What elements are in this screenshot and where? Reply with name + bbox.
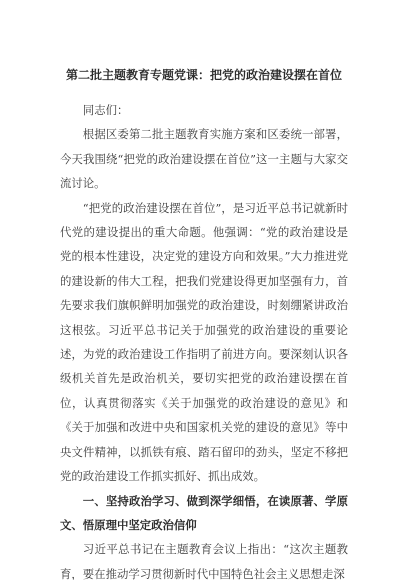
document-title: 第二批主题教育专题党课：把党的政治建设摆在首位 [65,68,342,82]
greeting: 同志们： [82,103,129,117]
paragraph-intro: 根据区委第二批主题教育实施方案和区委统一部署，今天我围绕“把党的政治建设摆在首位”这一主题与大家交流讨论。 [60,127,348,191]
paragraph-last: 习近平总书记在主题教育会议上指出：“这次主题教育，要在推动学习贯彻新时代中国特色社会主义思想走深 [60,542,348,580]
section-heading: 一、坚持政治学习、做到深学细悟，在读原著、学原文、悟原理中坚定政治信仰 [60,493,348,532]
paragraph-main: “把党的政治建设摆在首位”，是习近平总书记就新时代党的建设提出的重大命题。他强调：“党的政治建设是党的根本性建设，决定党的建设方向和效果。”大力推进党的建设新的伟大工程，把我们党建设得更加坚强有力，首先要求我们旗帜鲜明加强党的政治建设，时刻绷紧讲政治这根弦。习近平总书记关于加强党的政治建设的重要论述，为党的政治建设工作指明了前进方向。要深刻认识各级机关首先是政治机关，要切实把党的政治建设摆在首位，认真贯彻落实《关于加强党的政治建设的意见》和《关于加强和改进中央和国家机关党的建设的意见》等中央文件精神，以抓铁有痕、踏石留印的劲头，坚定不移把党的政治建设工作抓实抓好、抓出成效。 [60,200,348,484]
